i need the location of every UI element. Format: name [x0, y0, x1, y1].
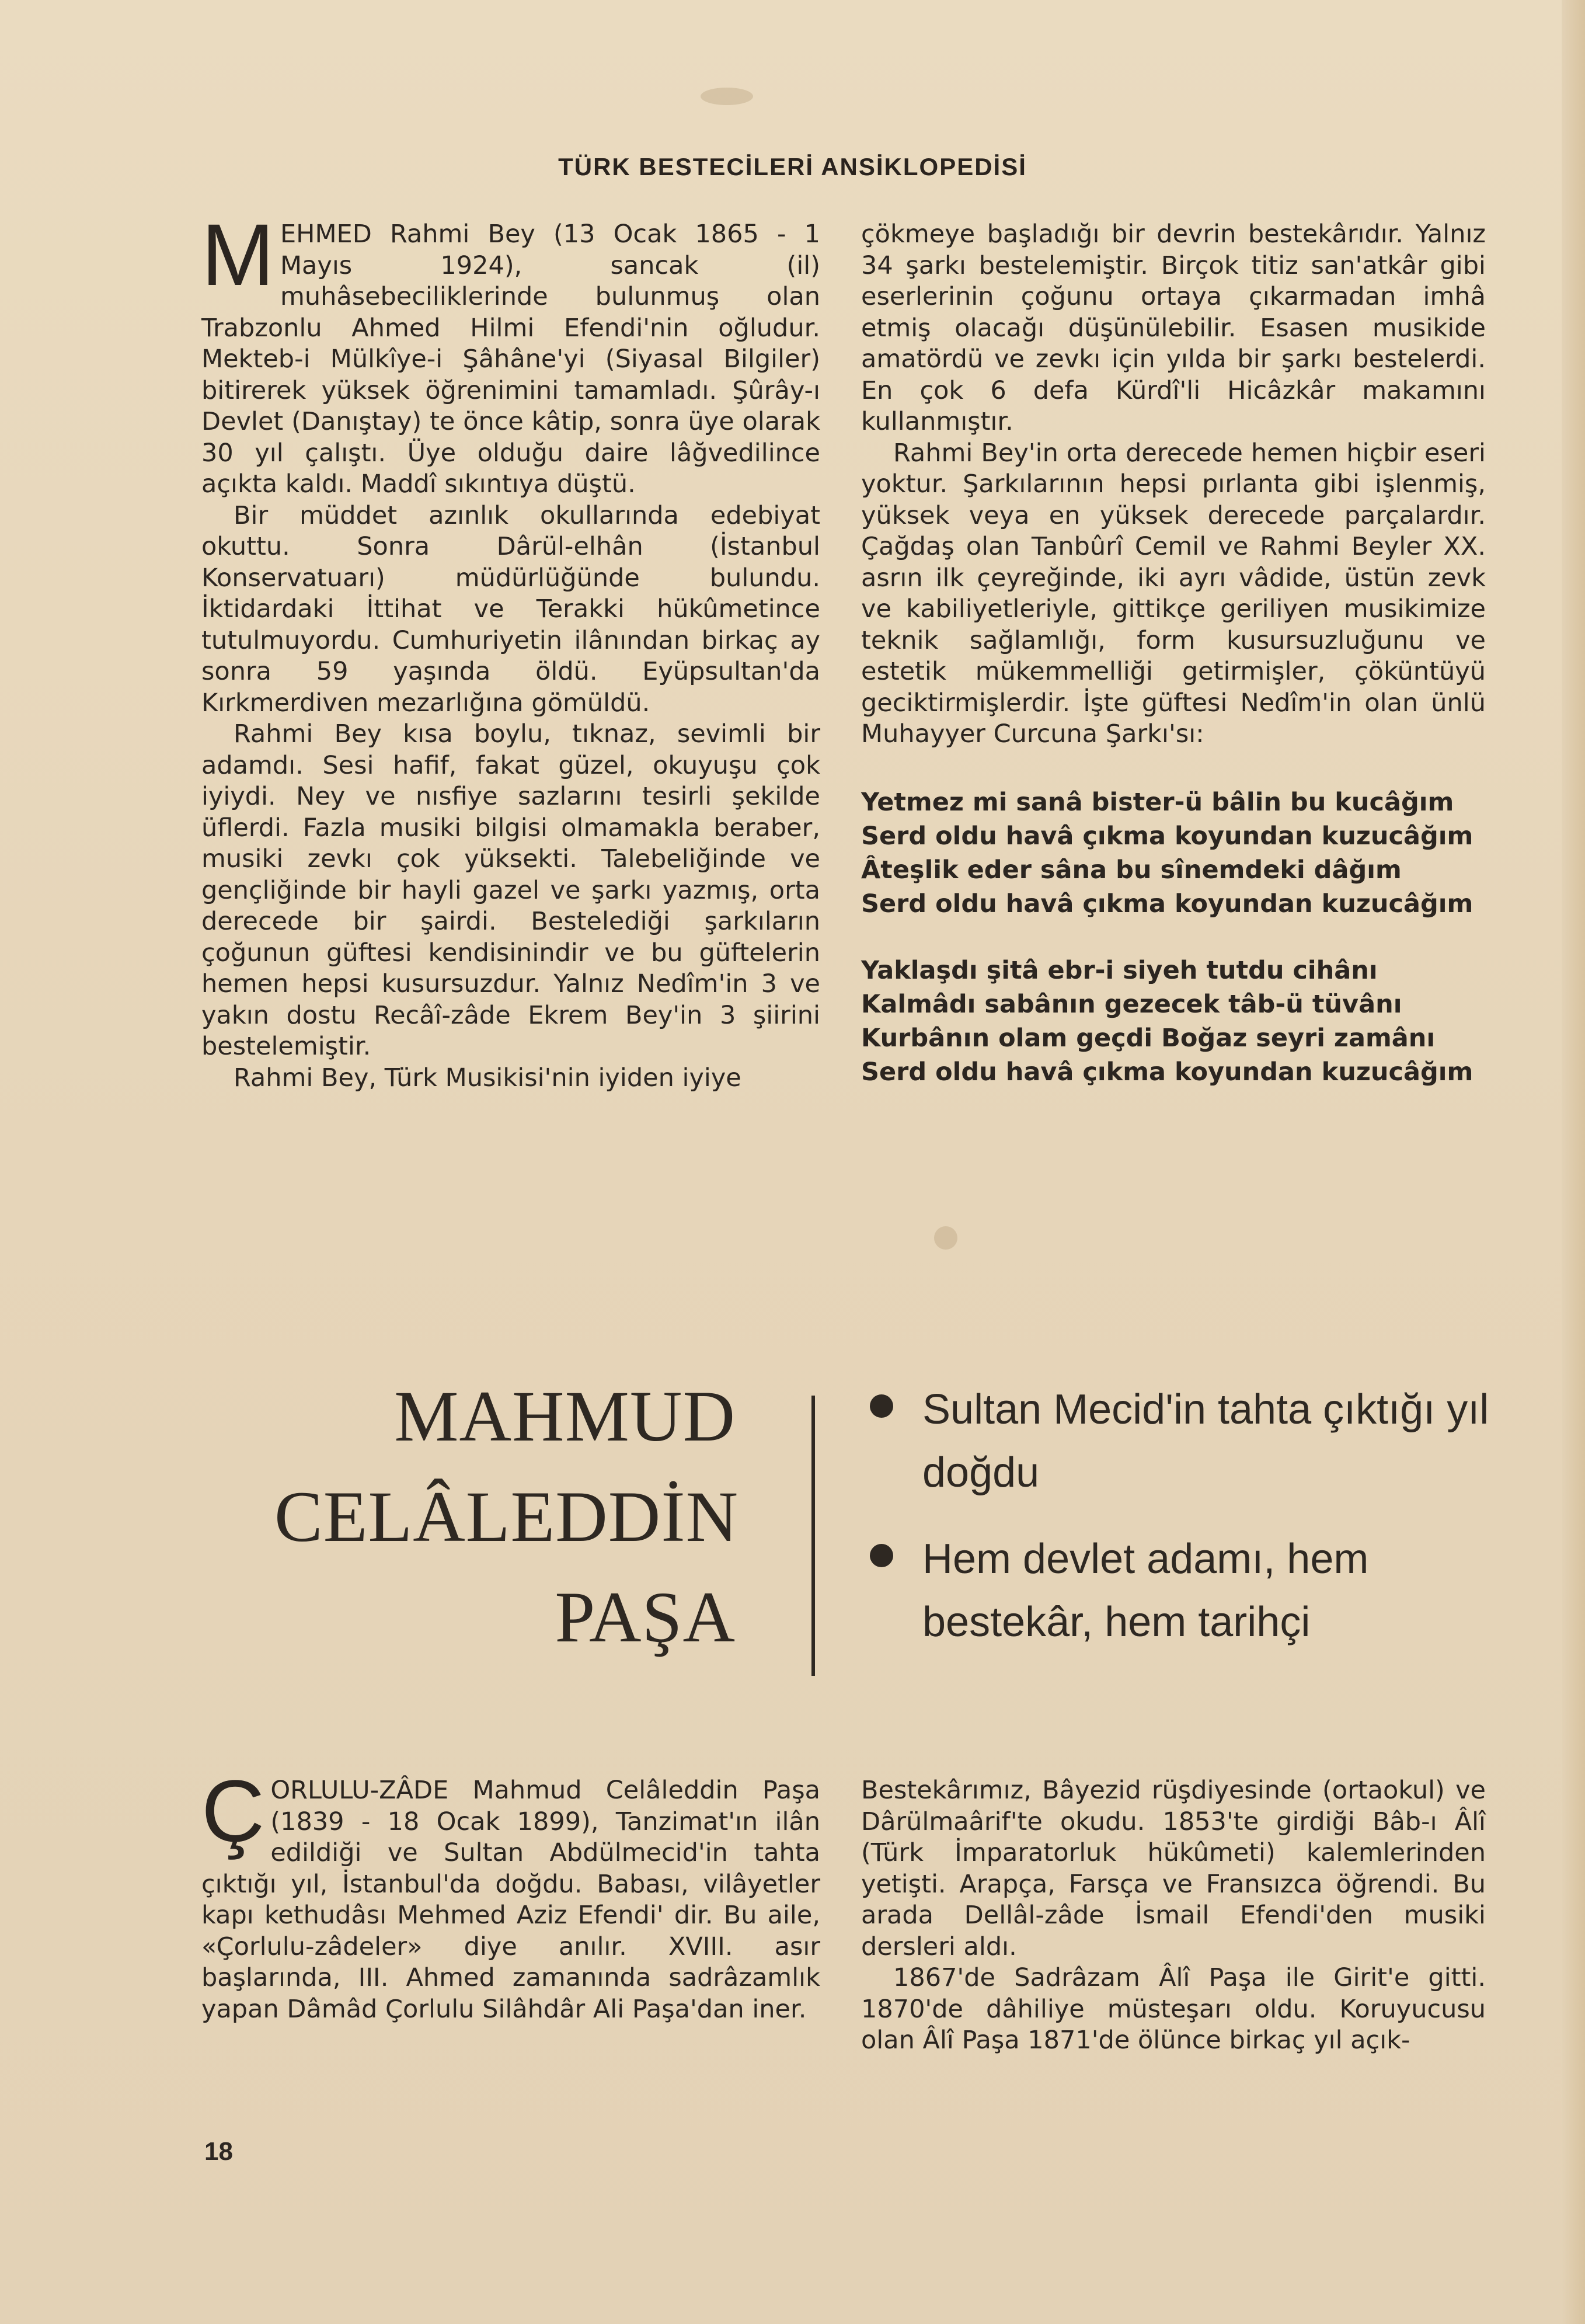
poem-line: Kalmâdı sabânın gezecek tâb-ü tüvânı	[861, 989, 1402, 1019]
article1-paragraph: Rahmi Bey'in orta derecede hemen hiçbir eseri yoktur. Şarkılarının hepsi pırlanta gibi işlenmiş, yüksek veya en yüksek derecede parçalardır. Çağdaş olan Tanbûrî Cemil ve Rahmi Beyler XX. asrın ilk çeyreğinde, iki ayrı vâdide, üstün zevk ve kabiliyetleriyle, gittikçe geriliyen musikimize teknik sağlamlığı, form kusursuzluğunu ve estetik mükemmelliği getirmişler, çöküntüyü geciktirmişlerdir. İşte güftesi Nedîm'in olan ünlü Muhayyer Curcuna Şarkı'sı:	[861, 438, 1486, 749]
article2-paragraph: 1867'de Sadrâzam Âlî Paşa ile Girit'e gitti. 1870'de dâhiliye müsteşarı oldu. Koruyucusu olan Âlî Paşa 1871'de ölünce birkaç yıl açık-	[861, 1963, 1486, 2055]
article2-column-right	[861, 1775, 1486, 2057]
feature-bullet: Hem devlet adamı, hem bestekâr, hem tarihçi	[864, 1528, 1518, 1654]
article1-column-right	[861, 219, 1486, 1122]
poem-line: Serd oldu havâ çıkma koyundan kuzucâğım	[861, 889, 1473, 919]
paper-stain	[934, 1226, 957, 1250]
paper-stain	[701, 88, 753, 105]
article1-paragraph: Rahmi Bey kısa boylu, tıknaz, sevimli bir adamdı. Sesi hafif, fakat güzel, okuyuşu çok iyiydi. Ney ve nısfiye sazlarını tesirli şekilde üflerdi. Fazla musiki bilgisi olmamakla beraber, musiki zevkı çok yüksekti. Talebeliğinde ve gençliğinde bir hayli gazel ve şarkı yazmış, orta derecede bir şairdi. Bestelediği şarkıların çoğunun güftesi kendisinindir ve bu güftelerin hemen hepsi kusursuzdur. Yalnız Nedîm'in 3 ve yakın dostu Recâî-zâde Ekrem Bey'in 3 şiirini bestelemiştir.	[201, 719, 820, 1061]
poem-stanza	[861, 785, 1486, 921]
page-edge	[1562, 0, 1585, 2324]
feature-title-line: CELÂLEDDİN	[274, 1477, 739, 1557]
article2-column-left	[201, 1762, 820, 2025]
poem-line: Yaklaşdı şitâ ebr-i siyeh tutdu cihânı	[861, 955, 1378, 985]
poem-line: Âteşlik eder sâna bu sînemdeki dâğım	[861, 855, 1402, 885]
dropcap: M	[201, 206, 274, 304]
feature-title-line: MAHMUD	[394, 1376, 736, 1456]
feature-title	[274, 1366, 739, 1668]
running-head: TÜRK BESTECİLERİ ANSİKLOPEDİSİ	[558, 153, 1027, 180]
article1-paragraph: çökmeye başladığı bir devrin bestekârıdır. Yalnız 34 şarkı bestelemiştir. Birçok titiz san'atkâr gibi eserlerinin çoğunu ortaya çıkarmadan imhâ etmiş olacağı düşünülebilir. Esasen musikide amatördü ve zevkı için yılda bir şarkı bestelerdi. En çok 6 defa Kürdî'li Hicâzkâr makamını kullanmıştır.	[861, 220, 1486, 436]
dropcap: Ç	[201, 1762, 265, 1860]
article1-paragraph: Bir müddet azınlık okullarında edebiyat okuttu. Sonra Dârül-elhân (İstanbul Konservatuarı) müdürlüğünde bulundu. İktidardaki İttihat ve Terakki hükûmetince tutulmuyordu. Cumhuriyetin ilânından birkaç ay sonra 59 yaşında öldü. Eyüpsultan'da Kırkmerdiven mezarlığına gömüldü.	[201, 500, 820, 718]
poem-line: Serd oldu havâ çıkma koyundan kuzucâğım	[861, 821, 1473, 851]
poem-stanza	[861, 954, 1486, 1089]
vertical-divider	[811, 1396, 815, 1676]
feature-bullets	[864, 1378, 1518, 1677]
page-number: 18	[204, 2137, 233, 2166]
poem-line: Yetmez mi sanâ bister-ü bâlin bu kucâğım	[861, 787, 1454, 817]
article1-paragraph: Rahmi Bey, Türk Musikisi'nin iyiden iyiye	[234, 1063, 741, 1093]
bullet-icon	[870, 1544, 893, 1567]
article2-paragraph: Bestekârımız, Bâyezid rüşdiyesinde (ortaokul) ve Dârülmaârif'te okudu. 1853'te girdiği Bâb-ı Âlî (Türk İmparatorluk hükûmeti) kalemlerinden yetişti. Arapça, Farsça ve Fransızca öğrendi. Bu arada Dellâl-zâde İsmail Efendi'den musiki dersleri aldı.	[861, 1776, 1486, 1961]
poem-line: Kurbânın olam geçdi Boğaz seyri zamânı	[861, 1023, 1436, 1053]
feature-bullet: Sultan Mecid'in tahta çıktığı yıl doğdu	[864, 1378, 1518, 1504]
feature-title-line: PAŞA	[555, 1577, 736, 1657]
poem-line: Serd oldu havâ çıkma koyundan kuzucâğım	[861, 1057, 1473, 1087]
article1-paragraph: MEHMED Rahmi Bey (13 Ocak 1865 - 1 Mayıs 1924), sancak (il) muhâsebeciliklerinde bulunmuş olan Trabzonlu Ahmed Hilmi Efendi'nin oğludur. Mekteb-i Mülkîye-i Şâhâne'yi (Siyasal Bilgiler) bitirerek yüksek öğrenimini tamamladı. Şûrây-ı Devlet (Danıştay) te önce kâtip, sonra üye olarak 30 yıl çalıştı. Üye olduğu daire lâğvedilince açıkta kaldı. Maddî sıkıntıya düştü.	[201, 206, 820, 499]
article1-column-left	[201, 206, 820, 1094]
article2-paragraph: ÇORLULU-ZÂDE Mahmud Celâleddin Paşa (1839 - 18 Ocak 1899), Tanzimat'ın ilân edildiği ve Sultan Abdülmecid'in tahta çıktığı yıl, İstanbul'da doğdu. Babası, vilâyetler kapı kethudâsı Mehmed Aziz Efendi' dir. Bu aile, «Çorlulu-zâdeler» diye anılır. XVIII. asır başlarında, III. Ahmed zamanında sadrâzamlık yapan Dâmâd Çorlulu Silâhdâr Ali Paşa'dan iner.	[201, 1762, 820, 2024]
poem	[861, 785, 1486, 1089]
bullet-icon	[870, 1394, 893, 1418]
